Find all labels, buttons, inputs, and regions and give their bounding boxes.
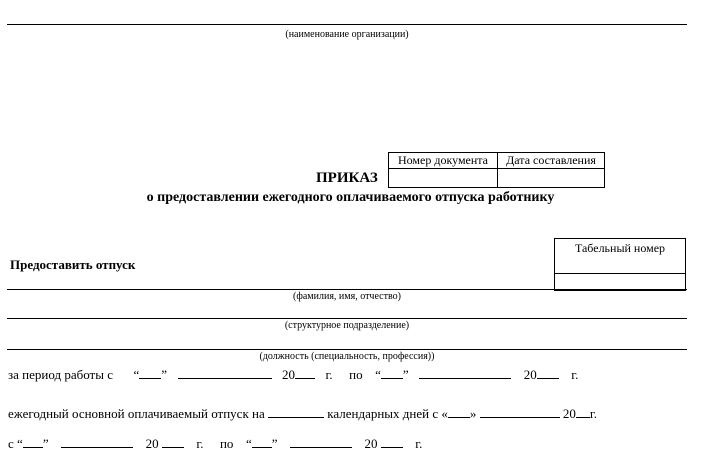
dates-end-month-field[interactable] [290, 435, 352, 448]
order-title: ПРИКАЗ [316, 170, 378, 186]
year-suffix: г. [589, 406, 597, 421]
order-subtitle: о предоставлении ежегодного оплачиваемого отпуска работнику [146, 190, 555, 205]
organization-line [7, 24, 687, 25]
position-line[interactable] [7, 349, 687, 350]
leave-dates-row [8, 435, 422, 452]
document-number-cell[interactable] [389, 169, 498, 188]
period-end-month-field[interactable] [419, 366, 511, 379]
leave-days-field[interactable] [268, 405, 324, 418]
period-end-year-field[interactable] [537, 366, 559, 379]
grant-leave-label: Предоставить отпуск [10, 257, 136, 272]
dates-end-year-field[interactable] [381, 435, 403, 448]
quote-close: ” [42, 436, 49, 451]
document-date-header: Дата составления [498, 153, 605, 169]
quote-close: » [469, 406, 477, 421]
calendar-days-label: календарных дней [327, 406, 430, 421]
document-info-table [388, 152, 605, 188]
year-suffix: г. [196, 436, 204, 451]
year-prefix: 20 [282, 367, 296, 382]
period-end-day-field[interactable] [381, 366, 403, 379]
leave-from-label: с « [432, 406, 448, 421]
quote-open: “ [17, 436, 23, 451]
department-caption: (структурное подразделение) [284, 320, 410, 331]
organization-caption: (наименование организации) [285, 29, 409, 40]
quote-open: “ [375, 367, 381, 382]
quote-close: ” [161, 367, 168, 382]
period-start-year-field[interactable] [295, 366, 315, 379]
personnel-number-table [554, 238, 686, 291]
leave-start-year-field[interactable] [576, 405, 590, 418]
period-start-day-field[interactable] [139, 366, 161, 379]
quote-close: ” [402, 367, 409, 382]
dates-to-label: по [219, 436, 234, 451]
annual-leave-text: ежегодный основной оплачиваемый отпуск на [8, 406, 265, 421]
annual-leave-row [8, 405, 597, 422]
quote-open: “ [133, 367, 140, 382]
year-suffix: г. [325, 367, 333, 382]
position-caption: (должность (специальность, профессия)) [259, 351, 435, 362]
year-prefix: 20 [562, 406, 576, 421]
period-to-label: по [349, 367, 363, 382]
employee-name-caption: (фамилия, имя, отчество) [293, 291, 401, 302]
dates-start-day-field[interactable] [23, 435, 43, 448]
personnel-number-cell[interactable] [555, 274, 686, 291]
quote-open: “ [245, 436, 252, 451]
employee-name-line[interactable] [7, 289, 687, 290]
dates-from-label: с [8, 436, 14, 451]
work-period-row [8, 366, 578, 383]
department-line[interactable] [7, 318, 687, 319]
leave-start-day-field[interactable] [448, 405, 470, 418]
personnel-number-header: Табельный номер [555, 239, 686, 274]
document-date-cell[interactable] [498, 169, 605, 188]
year-suffix: г. [571, 367, 579, 382]
year-suffix: г. [415, 436, 423, 451]
period-start-month-field[interactable] [178, 366, 272, 379]
dates-end-day-field[interactable] [252, 435, 272, 448]
dates-start-month-field[interactable] [61, 435, 133, 448]
work-period-prefix: за период работы с [8, 367, 113, 382]
year-prefix: 20 [364, 436, 378, 451]
year-prefix: 20 [145, 436, 159, 451]
document-number-header: Номер документа [389, 153, 498, 169]
quote-close: ” [271, 436, 278, 451]
year-prefix: 20 [523, 367, 537, 382]
leave-start-month-field[interactable] [480, 405, 560, 418]
dates-start-year-field[interactable] [162, 435, 184, 448]
